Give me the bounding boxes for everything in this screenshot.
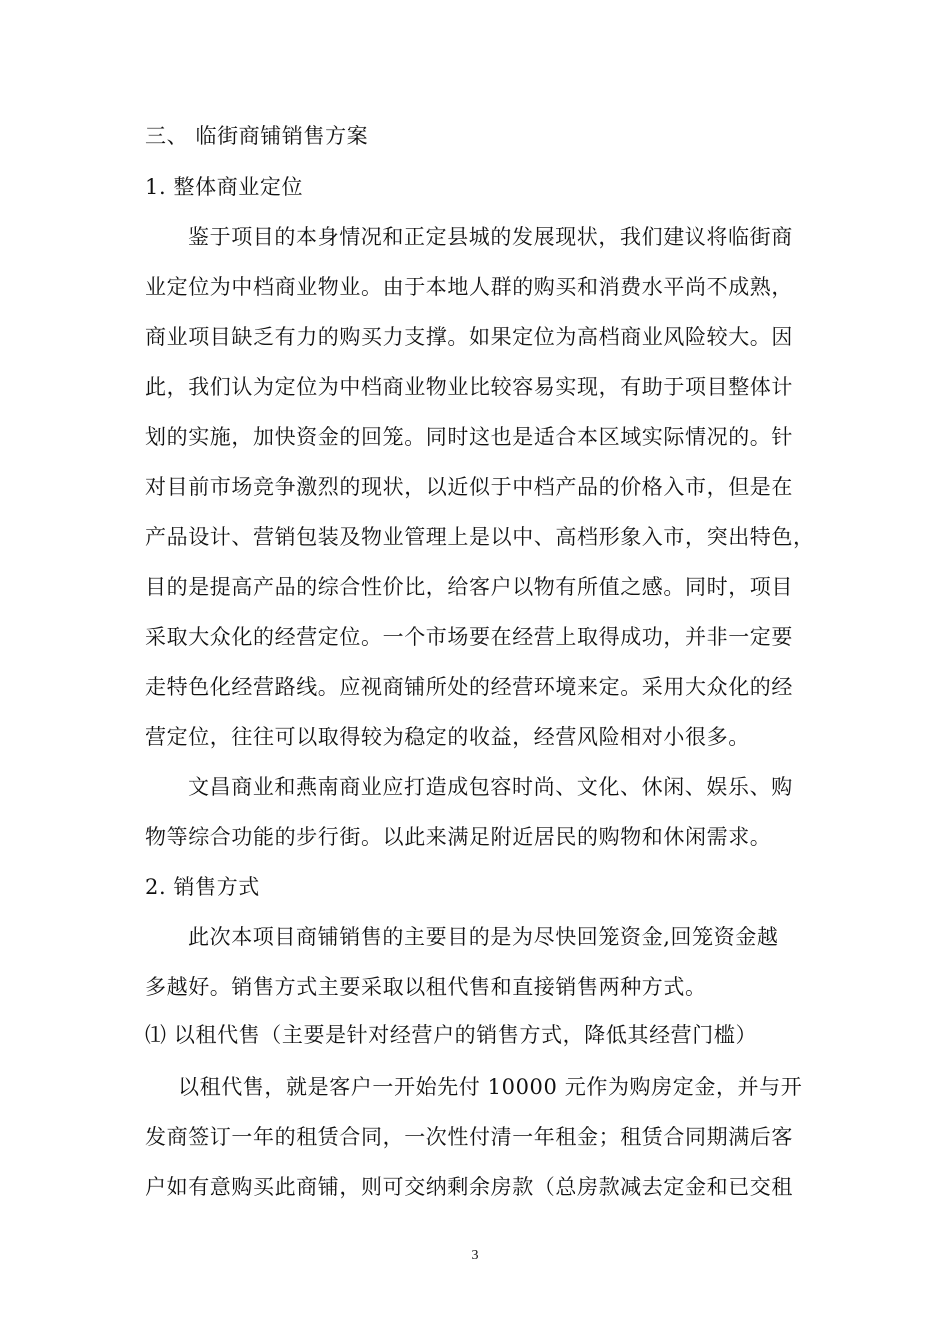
paragraph-line: 物等综合功能的步行街。以此来满足附近居民的购物和休闲需求。 <box>145 825 772 849</box>
paragraph-line: 目的是提高产品的综合性价比，给客户以物有所值之感。同时，项目 <box>145 575 793 599</box>
paragraph-line: 划的实施，加快资金的回笼。同时这也是适合本区域实际情况的。针 <box>145 425 793 449</box>
paragraph-line: 发商签订一年的租赁合同，一次性付清一年租金；租赁合同期满后客 <box>145 1125 793 1149</box>
subsection-heading-sales-method: 2. 销售方式 <box>145 875 260 899</box>
paragraph-line: 采取大众化的经营定位。一个市场要在经营上取得成功，并非一定要 <box>145 625 793 649</box>
paragraph-line: 以租代售，就是客户一开始先付 10000 元作为购房定金，并与开 <box>178 1075 803 1099</box>
paragraph-line: 走特色化经营路线。应视商铺所处的经营环境来定。采用大众化的经 <box>145 675 793 699</box>
paragraph-line: 此，我们认为定位为中档商业物业比较容易实现，有助于项目整体计 <box>145 375 793 399</box>
paragraph-line: 鉴于项目的本身情况和正定县城的发展现状，我们建议将临街商 <box>188 225 793 249</box>
section-heading: 三、 临街商铺销售方案 <box>145 124 369 148</box>
paragraph-line: 多越好。销售方式主要采取以租代售和直接销售两种方式。 <box>145 975 707 999</box>
page-number: 3 <box>471 1248 479 1263</box>
list-item-heading-rent-to-sell: ⑴ 以租代售（主要是针对经营户的销售方式，降低其经营门槛） <box>145 1023 758 1047</box>
paragraph-line: 营定位，往往可以取得较为稳定的收益，经营风险相对小很多。 <box>145 725 750 749</box>
paragraph-line: 此次本项目商铺销售的主要目的是为尽快回笼资金,回笼资金越 <box>188 925 779 949</box>
paragraph-line: 对目前市场竞争激烈的现状，以近似于中档产品的价格入市，但是在 <box>145 475 793 499</box>
paragraph-line: 文昌商业和燕南商业应打造成包容时尚、文化、休闲、娱乐、购 <box>188 775 793 799</box>
paragraph-line: 产品设计、营销包装及物业管理上是以中、高档形象入市，突出特色， <box>145 525 815 549</box>
paragraph-line: 户如有意购买此商铺，则可交纳剩余房款（总房款减去定金和已交租 <box>145 1175 793 1199</box>
subsection-heading-positioning: 1. 整体商业定位 <box>145 175 304 199</box>
paragraph-line: 商业项目缺乏有力的购买力支撑。如果定位为高档商业风险较大。因 <box>145 325 793 349</box>
paragraph-line: 业定位为中档商业物业。由于本地人群的购买和消费水平尚不成熟， <box>145 275 793 299</box>
